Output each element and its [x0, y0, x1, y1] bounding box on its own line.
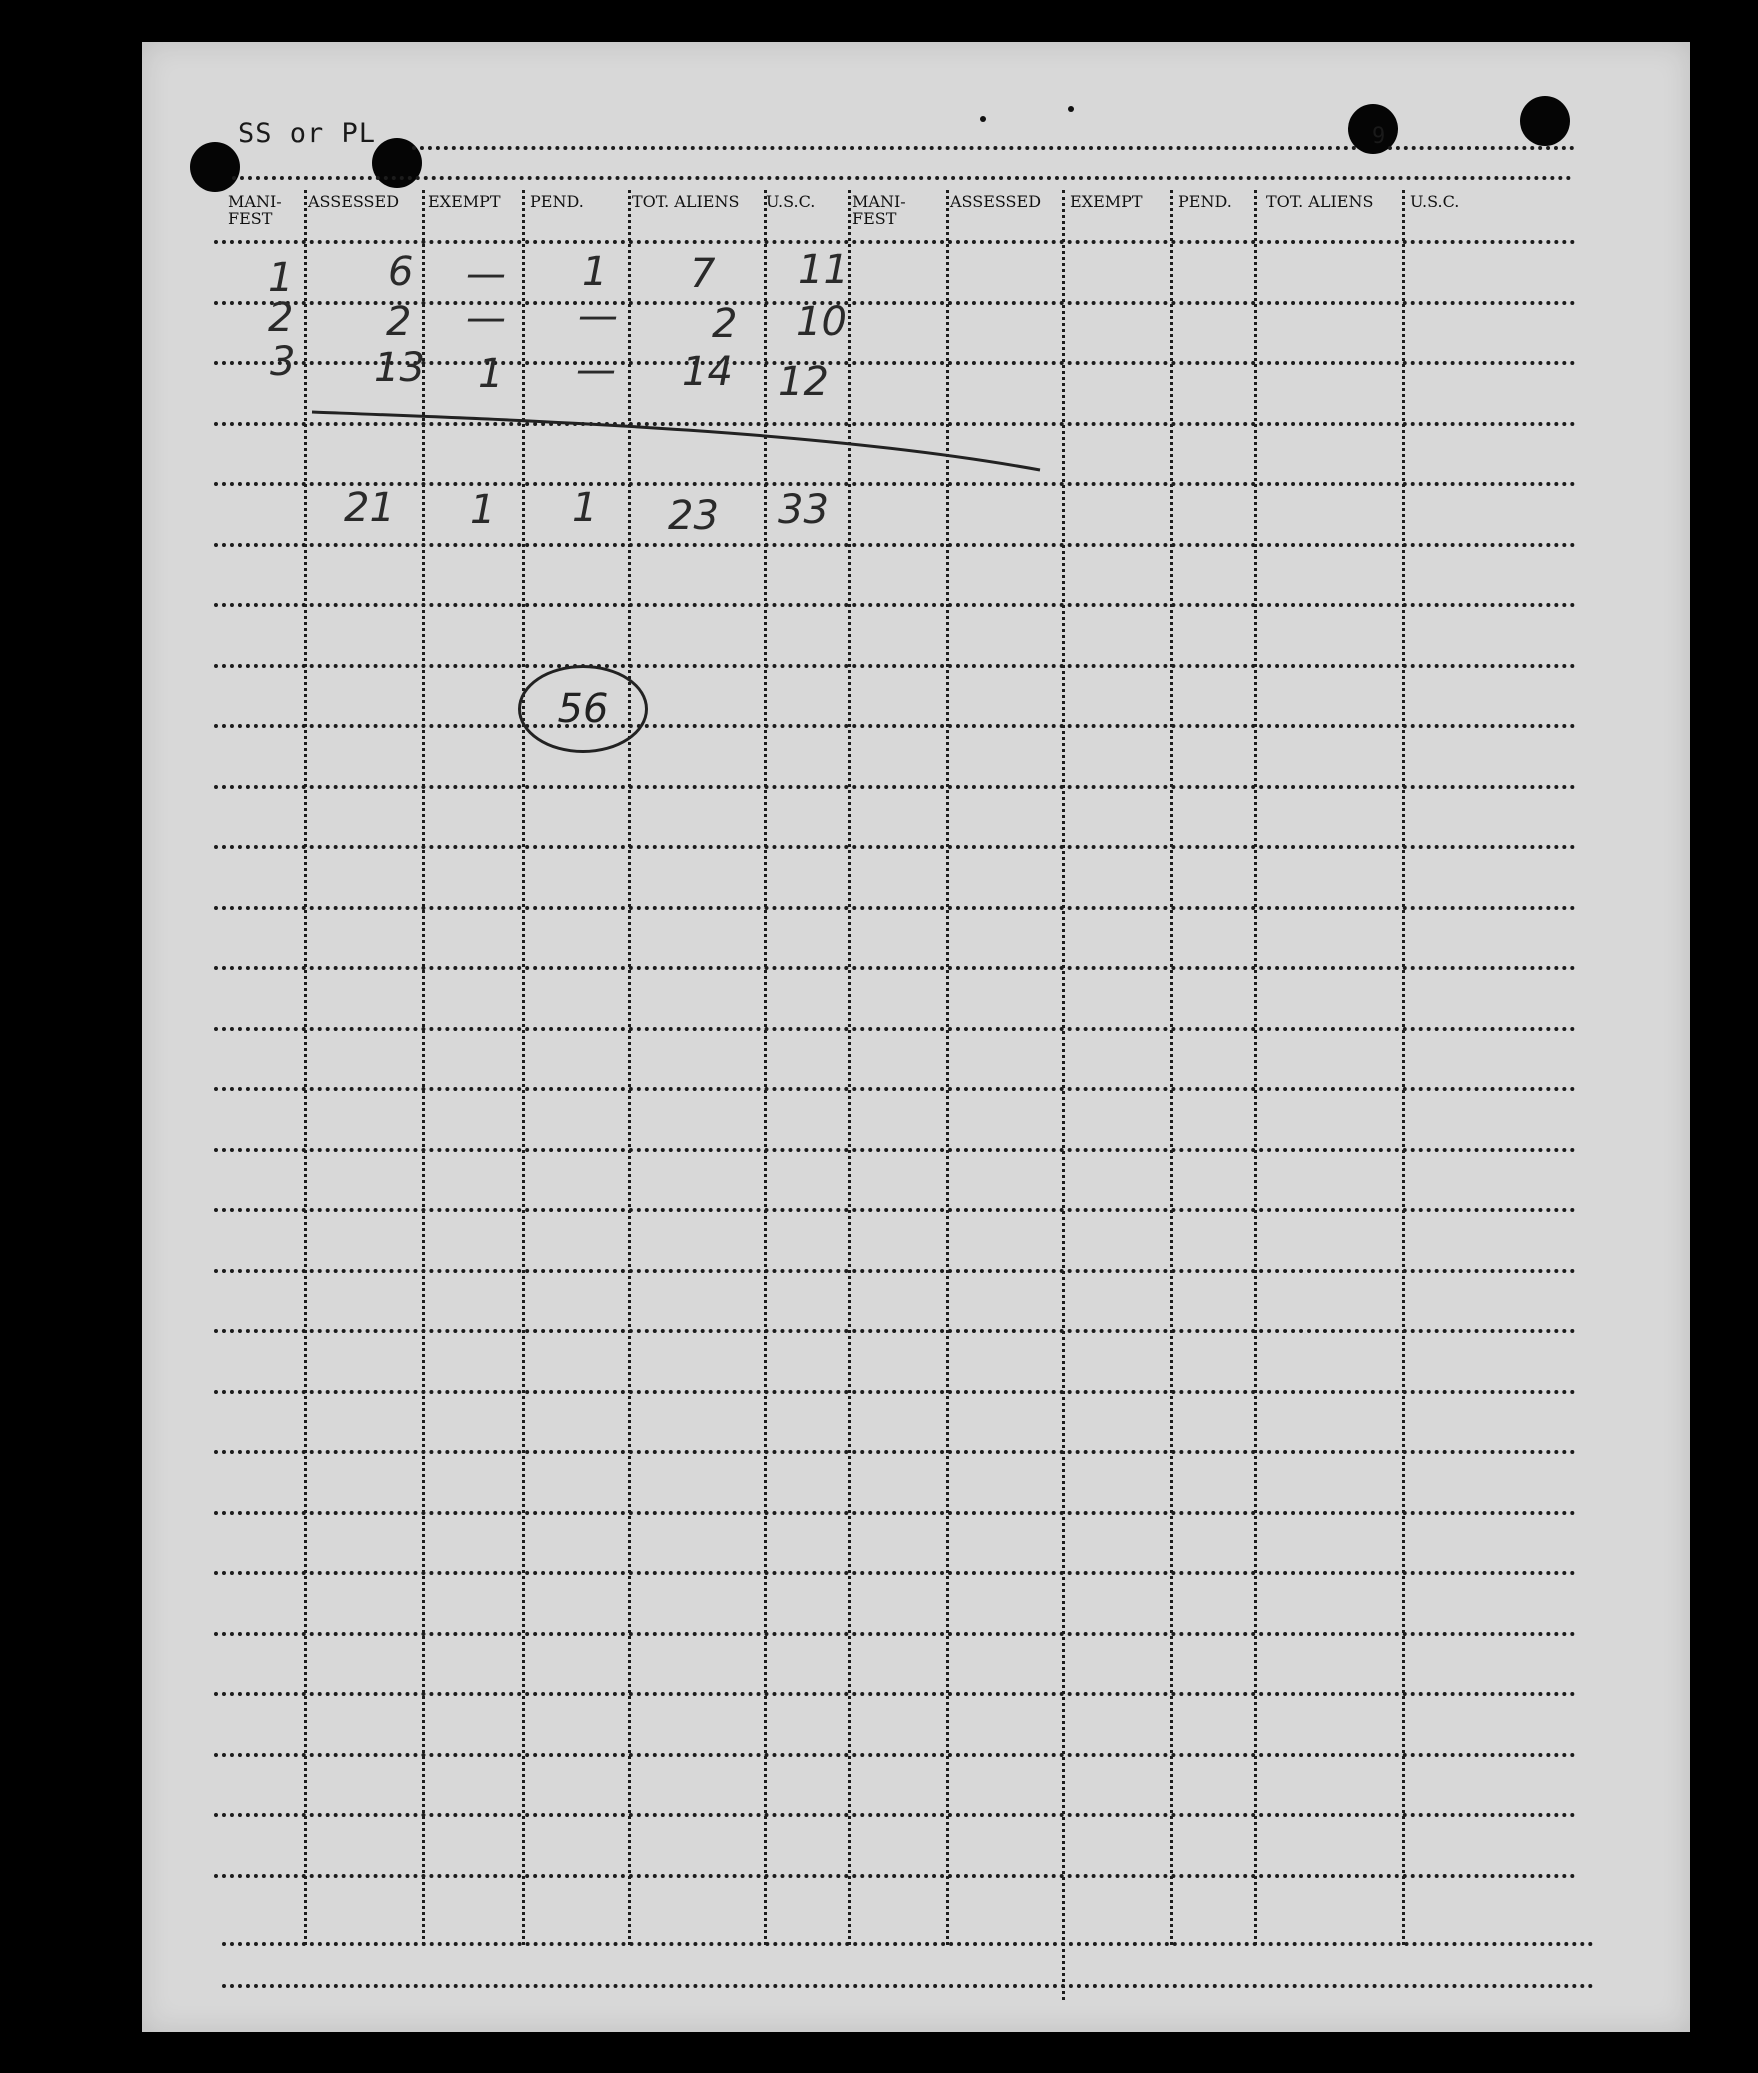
ink-speck [980, 116, 986, 122]
grid-row-rule [214, 543, 1576, 547]
header-manifest-2: MANI- FEST [852, 192, 906, 228]
punch-hole [190, 142, 240, 192]
grid-bottom-rule [222, 1942, 1594, 1946]
grid-row-rule [214, 422, 1576, 426]
entry-2-tot-aliens: 2 [712, 301, 738, 347]
header-tot-aliens-2: TOT. ALIENS [1266, 192, 1374, 211]
entry-2-assessed: 2 [386, 299, 412, 345]
entry-1-assessed: 6 [388, 249, 414, 295]
grid-row-rule [214, 1511, 1576, 1515]
header-pend: PEND. [530, 192, 584, 211]
total-exempt: 1 [470, 487, 496, 533]
grid-row-rule [214, 1390, 1576, 1394]
grid-bottom-rule [222, 1984, 1594, 1988]
entry-1-manifest: 1 [268, 255, 294, 301]
entry-1-exempt: — [466, 251, 506, 297]
entry-1-usc: 11 [798, 247, 849, 293]
header-exempt-2: EXEMPT [1070, 192, 1143, 211]
header-usc-2: U.S.C. [1410, 192, 1460, 211]
grid-column-rule [422, 190, 425, 1945]
grid-row-rule [214, 845, 1576, 849]
grid-row-rule [214, 240, 1576, 244]
punch-hole [1520, 96, 1570, 146]
grid-row-rule [214, 1632, 1576, 1636]
grid-column-rule [522, 190, 525, 1945]
grid-row-rule [214, 1027, 1576, 1031]
total-assessed: 21 [344, 485, 395, 531]
year-field: 9 [1372, 124, 1386, 149]
grid-row-rule [214, 1208, 1576, 1212]
grid-column-rule [1062, 190, 1065, 2000]
header-manifest: MANI- FEST [228, 192, 282, 228]
ink-speck [1068, 106, 1074, 112]
grid-row-rule [214, 1753, 1576, 1757]
total-pend: 1 [572, 485, 598, 531]
grid-column-rule [304, 190, 307, 1945]
grid-column-rule [848, 190, 851, 1945]
grid-column-rule [628, 190, 631, 1945]
total-tot-aliens: 23 [668, 493, 719, 539]
title-rule [1388, 146, 1574, 150]
grid-row-rule [214, 724, 1576, 728]
grid-row-rule [214, 785, 1576, 789]
entry-2-manifest: 2 [268, 295, 294, 341]
entry-2-usc: 10 [796, 299, 847, 345]
entry-3-pend: — [576, 347, 616, 393]
title-rule [412, 146, 1357, 150]
grid-row-rule [214, 603, 1576, 607]
grid-row-rule [214, 482, 1576, 486]
grid-row-rule [214, 966, 1576, 970]
grid-row-rule [214, 1874, 1576, 1878]
entry-2-pend: — [578, 293, 618, 339]
circled-total: 56 [518, 665, 648, 753]
header-usc: U.S.C. [766, 192, 816, 211]
entry-3-usc: 12 [778, 359, 829, 405]
entry-3-tot-aliens: 14 [682, 349, 733, 395]
header-top-rule [232, 176, 1572, 180]
header-assessed: ASSESSED [308, 192, 400, 211]
header-exempt: EXEMPT [428, 192, 501, 211]
grid-column-rule [1170, 190, 1173, 1945]
grid-row-rule [214, 1269, 1576, 1273]
grid-column-rule [946, 190, 949, 1945]
grid-row-rule [214, 1692, 1576, 1696]
grid-row-rule [214, 1813, 1576, 1817]
vessel-label: SS or PL [238, 118, 377, 149]
grid-row-rule [214, 664, 1576, 668]
entry-3-exempt: 1 [478, 351, 504, 397]
total-usc: 33 [778, 487, 829, 533]
entry-1-pend: 1 [582, 249, 608, 295]
grid-row-rule [214, 1148, 1576, 1152]
grid-column-rule [1254, 190, 1257, 1945]
header-pend-2: PEND. [1178, 192, 1232, 211]
grid-row-rule [214, 1571, 1576, 1575]
grid-row-rule [214, 1329, 1576, 1333]
grid-row-rule [214, 1450, 1576, 1454]
grid-row-rule [214, 301, 1576, 305]
header-assessed-2: ASSESSED [950, 192, 1042, 211]
entry-3-assessed: 13 [374, 345, 425, 391]
entry-1-tot-aliens: 7 [690, 251, 716, 297]
grid-row-rule [214, 906, 1576, 910]
form-sheet [142, 42, 1690, 2032]
grid-row-rule [214, 1087, 1576, 1091]
entry-3-manifest: 3 [270, 339, 296, 385]
grid-column-rule [1402, 190, 1405, 1945]
header-tot-aliens: TOT. ALIENS [632, 192, 740, 211]
grid-column-rule [764, 190, 767, 1945]
entry-2-exempt: — [466, 295, 506, 341]
